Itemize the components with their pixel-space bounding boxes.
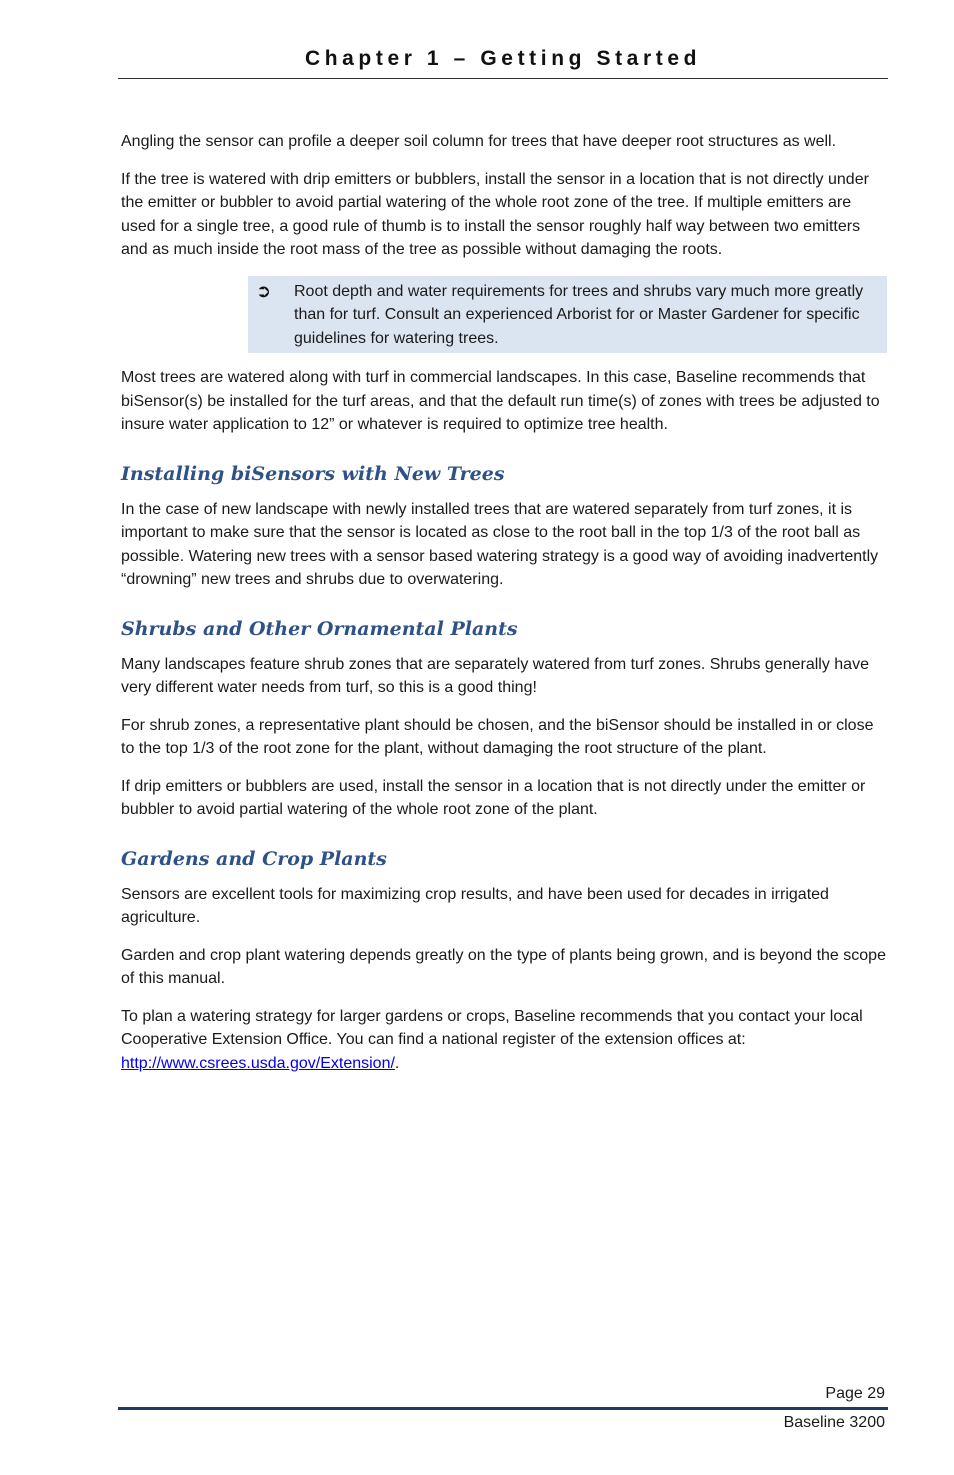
paragraph-representative-plant: For shrub zones, a representative plant should be chosen, and the biSensor should be installed in or close to the top 1/3 of the root zone for the plant, without damaging the root structure of the plant. <box>121 716 874 757</box>
extension-link[interactable]: http://www.csrees.usda.gov/Extension/ <box>121 1054 395 1072</box>
footer-divider <box>118 1407 888 1410</box>
paragraph-drip-emitters-shrubs: If drip emitters or bubblers are used, install the sensor in a location that is not directly under the emitter or bubbler to avoid partial watering of the whole root zone of the plant. <box>121 777 866 818</box>
arrow-circle-icon: ➲ <box>256 280 272 301</box>
note-callout <box>248 276 887 354</box>
page-content <box>121 130 887 1089</box>
paragraph-extension-office <box>121 1005 887 1076</box>
paragraph-garden-watering: Garden and crop plant watering depends greatly on the type of plants being grown, and is beyond the scope of this manual. <box>121 946 886 987</box>
extension-period: . <box>394 1054 400 1072</box>
product-name: Baseline 3200 <box>783 1414 885 1431</box>
paragraph-sensors-crops: Sensors are excellent tools for maximizing crop results, and have been used for decades in irrigated agriculture. <box>121 885 829 926</box>
page-number: Page 29 <box>825 1385 885 1402</box>
paragraph-angling: Angling the sensor can profile a deeper soil column for trees that have deeper root structures as well. <box>121 133 837 150</box>
header-divider <box>118 78 888 79</box>
paragraph-shrub-zones: Many landscapes feature shrub zones that are separately watered from turf zones. Shrubs generally have very different water needs from turf, so this is a good thing! <box>121 655 869 696</box>
paragraph-drip-emitters-trees: If the tree is watered with drip emitters or bubblers, install the sensor in a location that is not directly under the emitter or bubbler to avoid partial watering of the whole root zone of the tree. If multiple emitters are used for a single tree, a good rule of thumb is to install the sensor roughly half way between two emitters and as much inside the root mass of the tree as possible without damaging the roots. <box>121 170 869 258</box>
heading-gardens: Gardens and Crop Plants <box>121 847 387 870</box>
extension-text: To plan a watering strategy for larger gardens or crops, Baseline recommends that you contact your local Cooperative Extension Office. You can find a national register of the extension offices at: <box>121 1007 863 1048</box>
heading-new-trees: Installing biSensors with New Trees <box>121 462 505 485</box>
note-text: Root depth and water requirements for trees and shrubs vary much more greatly than for turf. Consult an experienced Arborist for or Master Gardener for specific guidelines for watering trees. <box>294 282 864 347</box>
heading-shrubs: Shrubs and Other Ornamental Plants <box>121 617 518 640</box>
paragraph-trees-with-turf: Most trees are watered along with turf in commercial landscapes. In this case, Baseline recommends that biSensor(s) be installed for the turf areas, and that the default run time(s) of zones with trees be adjusted to insure water application to 12” or whatever is required to optimize tree health. <box>121 369 880 433</box>
chapter-header: Chapter 1 – Getting Started <box>304 47 702 70</box>
paragraph-new-trees: In the case of new landscape with newly installed trees that are watered separately from turf zones, it is important to make sure that the sensor is located as close to the root ball in the top 1/3 of the root ball as possible. Watering new trees with a sensor based watering strategy is a good way of avoiding inadvertently “drowning” new trees and shrubs due to overwatering. <box>121 500 879 588</box>
